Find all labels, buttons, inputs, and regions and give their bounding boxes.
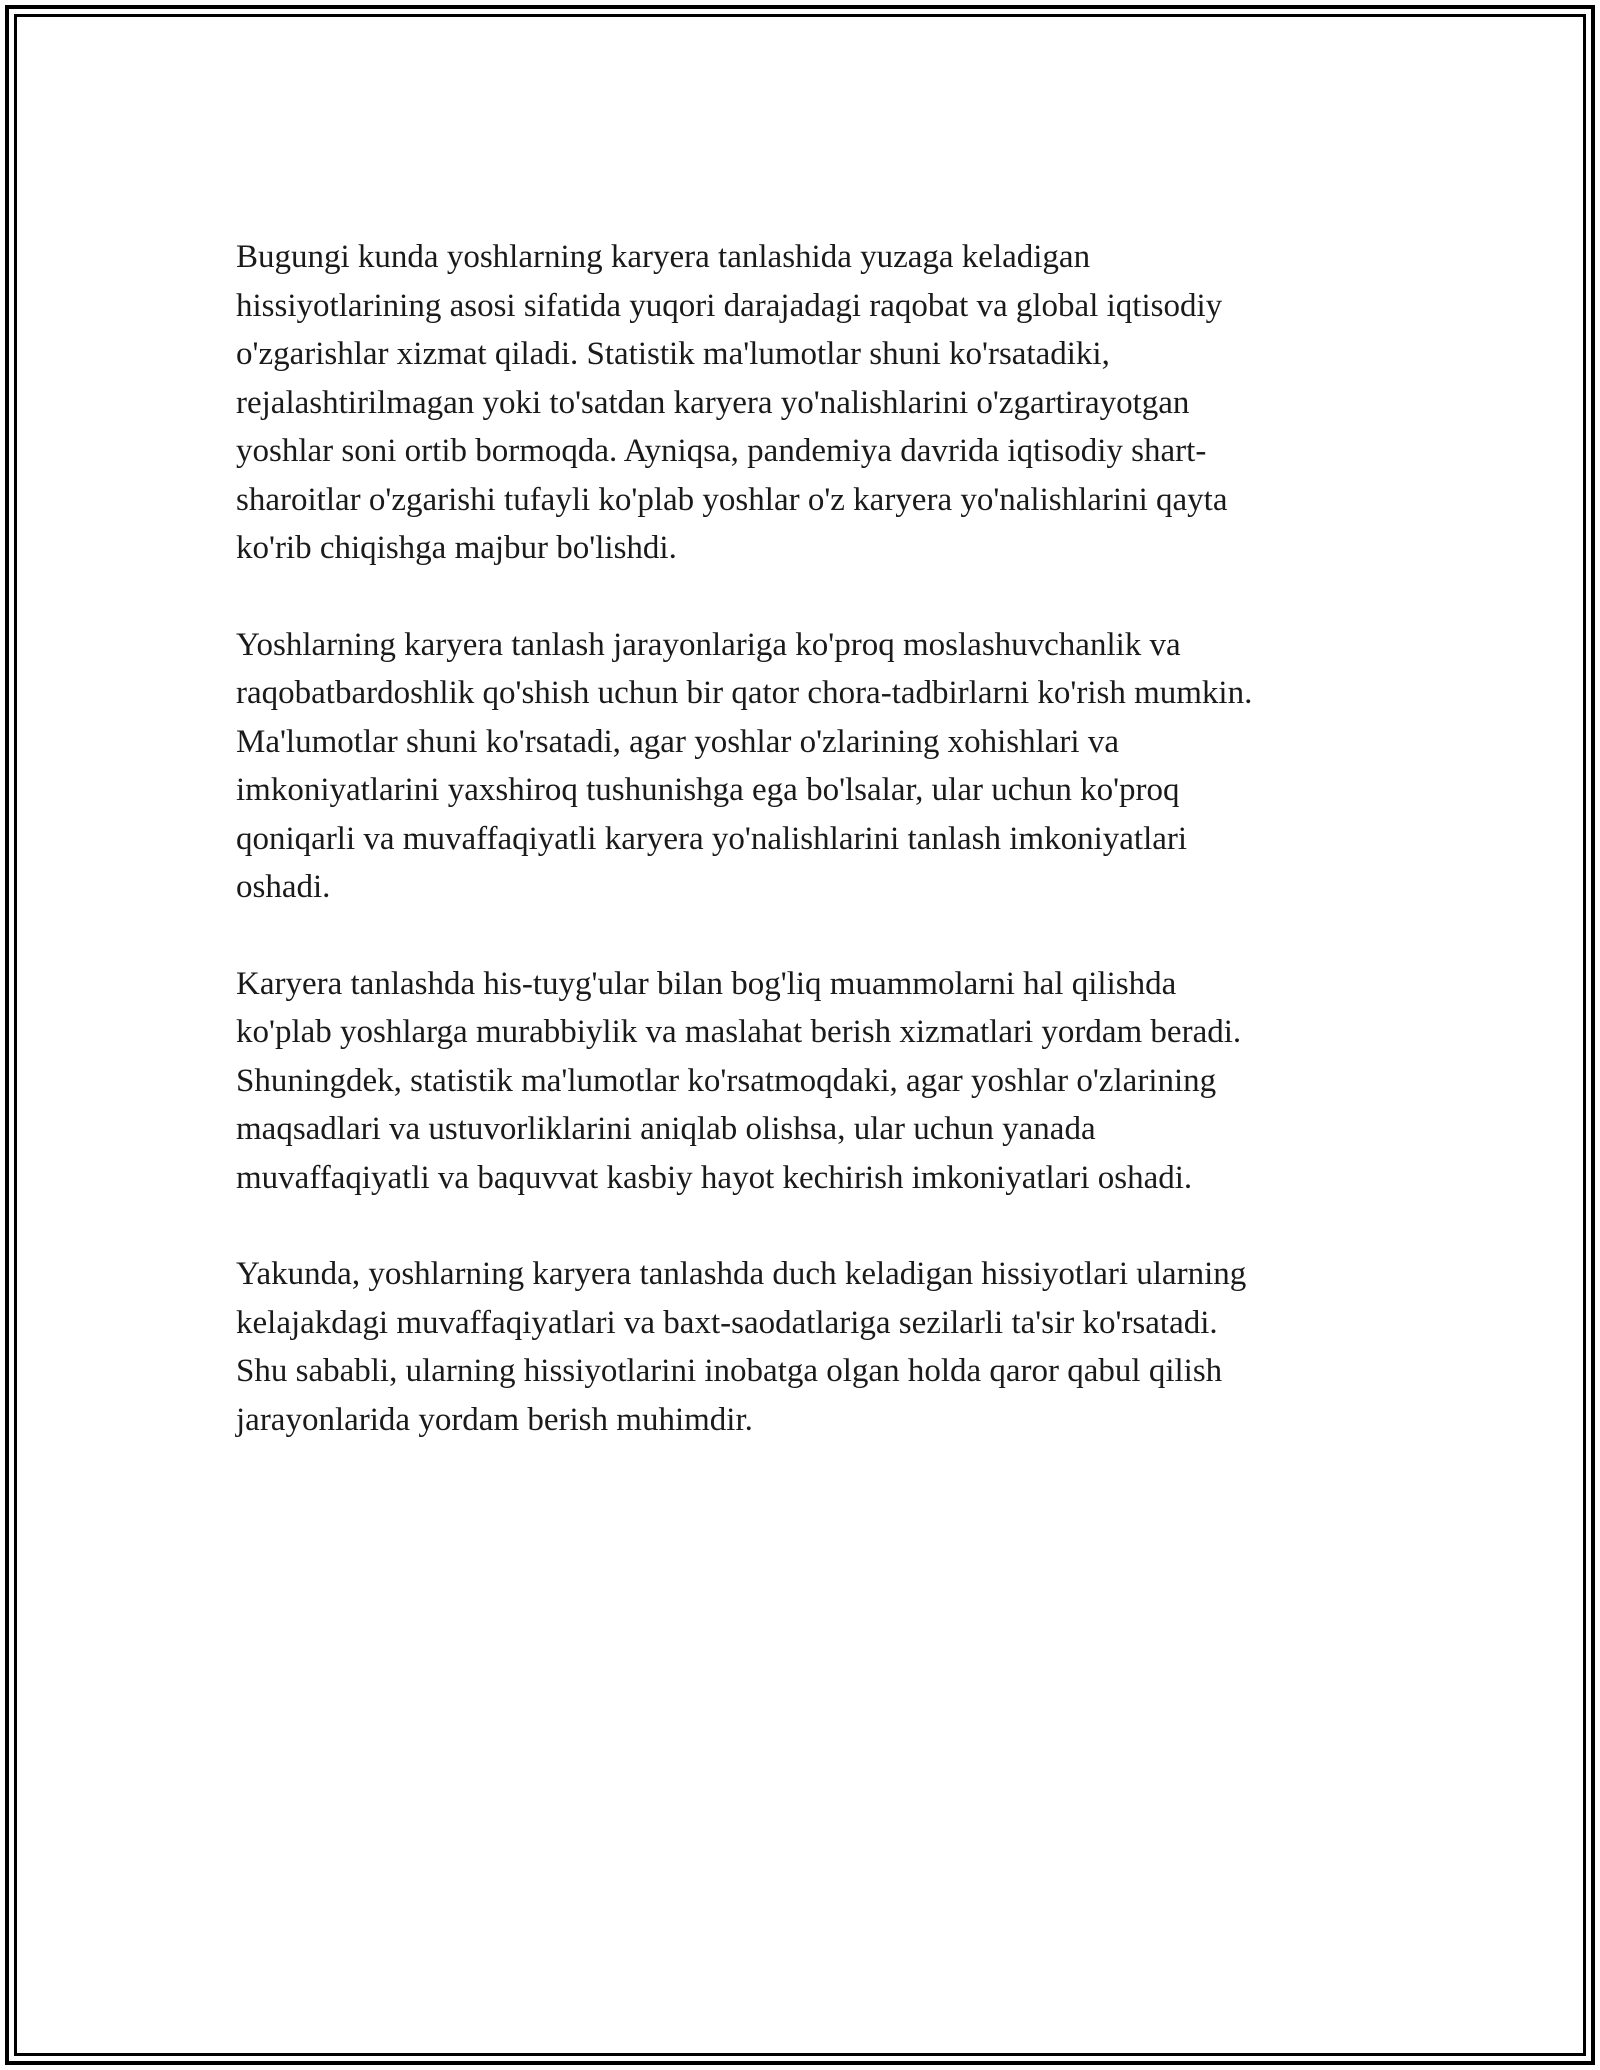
paragraph-1: Bugungi kunda yoshlarning karyera tanlashida yuzaga keladigan hissiyotlarining asosi sifatida yuqori darajadagi raqobat va global iqtisodiy o'zgarishlar xizmat qiladi. Statistik ma'lumotlar shuni ko'rsatadiki, rejalashtirilmagan yoki to'satdan karyera yo'nalishlarini o'zgartirayotgan yoshlar soni ortib bormoqda. Ayniqsa, pandemiya davrida iqtisodiy shart- sharoitlar o'zgarishi tufayli ko'plab yoshlar o'z karyera yo'nalishlarini qayta ko'rib chiqishga majbur bo'lishdi. [236, 239, 1228, 566]
document-body [236, 233, 1386, 1492]
paragraph-3: Karyera tanlashda his-tuyg'ular bilan bog'liq muammolarni hal qilishda ko'plab yoshlarga murabbiylik va maslahat berish xizmatlari yordam beradi. Shuningdek, statistik ma'lumotlar ko'rsatmoqdaki, agar yoshlar o'zlarining maqsadlari va ustuvorliklarini aniqlab olishsa, ular uchun yanada muvaffaqiyatli va baquvvat kasbiy hayot kechirish imkoniyatlari oshadi. [236, 965, 1242, 1196]
paragraph-2: Yoshlarning karyera tanlash jarayonlariga ko'proq moslashuvchanlik va raqobatbardoshlik qo'shish uchun bir qator chora-tadbirlarni ko'rish mumkin. Ma'lumotlar shuni ko'rsatadi, agar yoshlar o'zlarining xohishlari va imkoniyatlarini yaxshiroq tushunishga ega bo'lsalar, ular uchun ko'proq qoniqarli va muvaffaqiyatli karyera yo'nalishlarini tanlash imkoniyatlari oshadi. [236, 626, 1253, 905]
paragraph-4: Yakunda, yoshlarning karyera tanlashda duch keladigan hissiyotlari ularning kelajakdagi muvaffaqiyatlari va baxt-saodatlariga sezilarli ta'sir ko'rsatadi. Shu sababli, ularning hissiyotlarini inobatga olgan holda qaror qabul qilish jarayonlarida yordam berish muhimdir. [236, 1256, 1247, 1438]
